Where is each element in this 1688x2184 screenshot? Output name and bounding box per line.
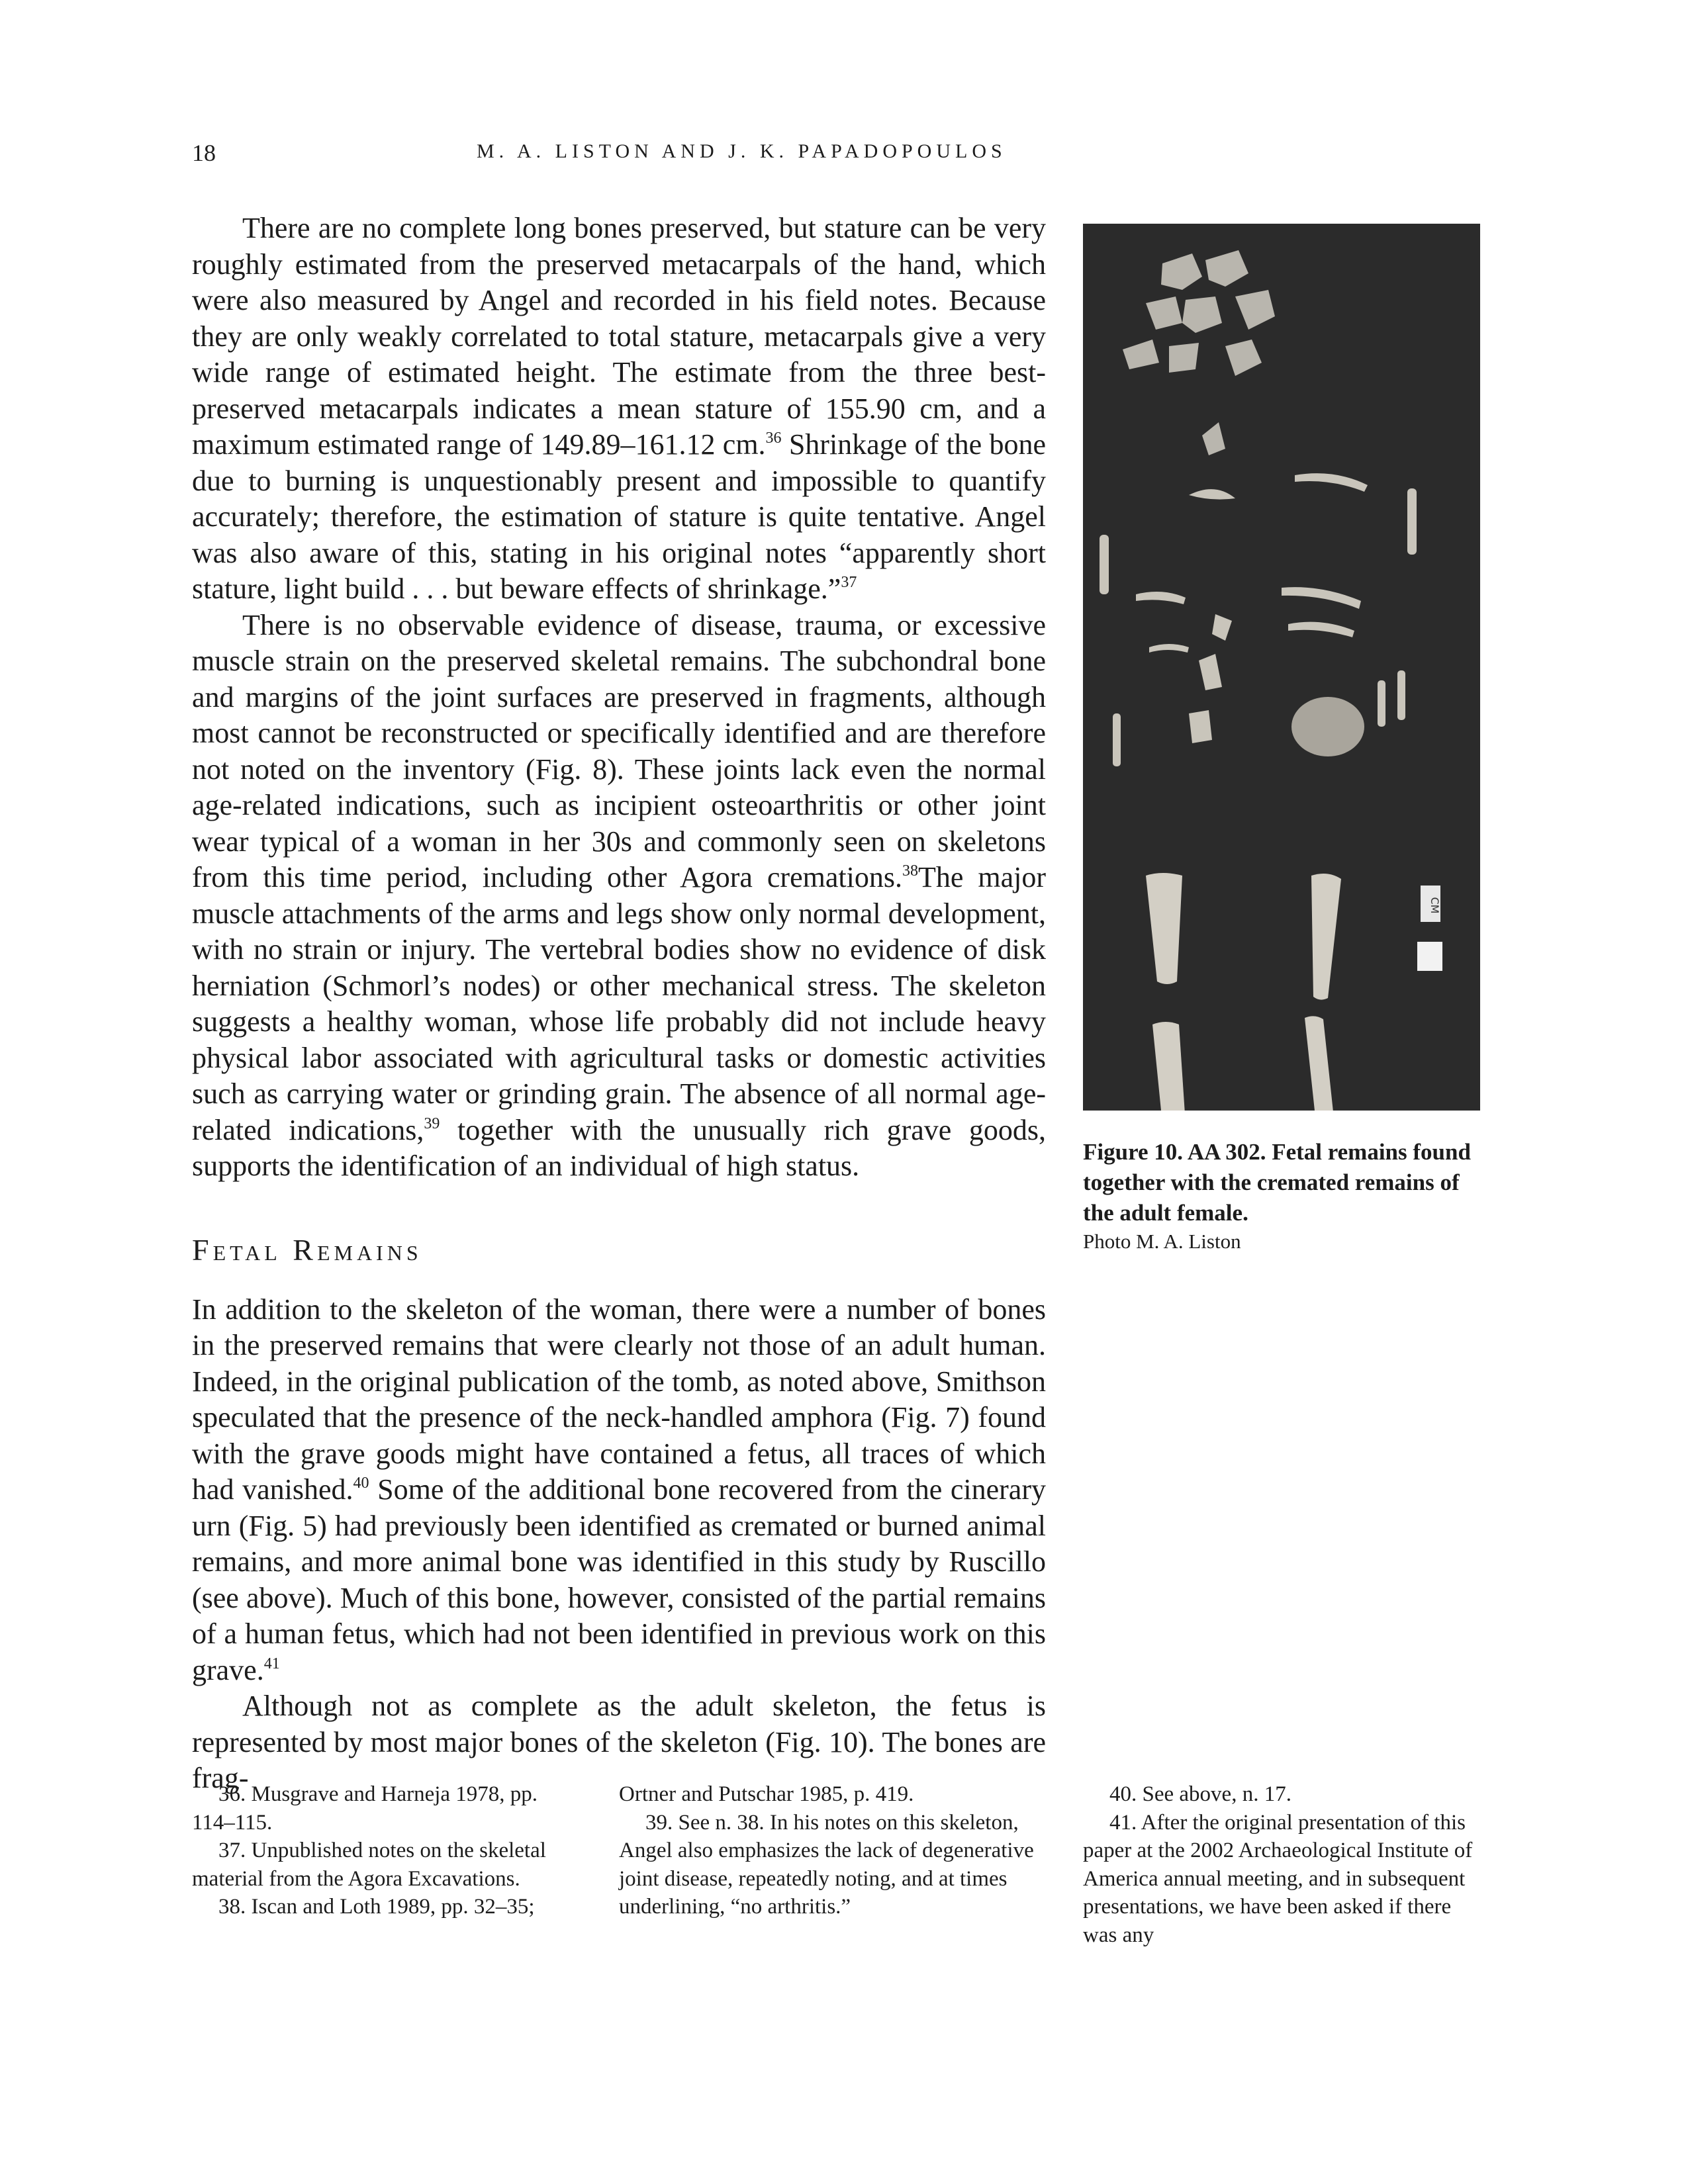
footnote-ref-36[interactable]: 36 [765,430,782,447]
footnote-ref-37[interactable]: 37 [841,574,857,591]
paragraph-health [192,608,1046,1185]
scale-label: CM [1429,897,1441,914]
footnote-37: 37. Unpublished notes on the skeletal material from the Agora Excavations. [192,1839,546,1891]
caption-title: Figure 10. AA 302. Fetal remains found together with the cremated remains of the adult female. [1083,1139,1471,1226]
footnotes-column-2 [619,1780,1043,1921]
footnote-40: 40. See above, n. 17. [1109,1782,1291,1806]
figure-10-photo [1083,224,1480,1111]
footnotes-column-1 [192,1780,569,1921]
paragraph-fetal-intro-text: In addition to the skeleton of the woman, there were a number of bones in the preserved remains that were clearly not those of an adult human. Indeed, in the original publication of the tomb, as noted above, Smithson speculated that the presence of the neck-handled amphora (Fig. 7) found with the grave goods might have contained a fetus, all traces of which had vanished. [192,1293,1046,1506]
figure-10-caption [1083,1137,1480,1255]
paragraph-fetal-bones: Although not as complete as the adult skeleton, the fetus is represented by most major bones of the skeleton (Fig. 10). The bones are frag- [192,1690,1046,1794]
paragraph-fetal-intro [192,1292,1046,1689]
footnote-ref-41[interactable]: 41 [263,1655,280,1672]
footnote-39: 39. See n. 38. In his notes on this skeleton, Angel also emphasizes the lack of degenerative joint disease, repeatedly noting, and at times underlining, “no arthritis.” [619,1810,1034,1919]
paragraph-fetal-intro-text-cont: Some of the additional bone recovered from the cinerary urn (Fig. 5) had previously been identified as cremated or burned animal remains, and more animal bone was identified in this study by Ruscillo (see above). Much of this bone, however, consisted of the partial remains of a human fetus, which had not been identified in previous work on this grave. [192,1473,1046,1686]
fetal-bones-image [1083,224,1480,1111]
footnote-ref-40[interactable]: 40 [353,1475,369,1492]
page-number: 18 [192,140,216,166]
footnote-ref-38[interactable]: 38 [902,862,918,880]
section-heading-fetal-remains: Fetal Remains [192,1232,422,1267]
footnotes-column-3 [1083,1780,1480,1949]
running-head: M. A. LISTON AND J. K. PAPADOPOULOS [477,140,1007,162]
paragraph-health-text-end: together with the unusually rich grave goods, supports the identification of an individual of high status. [192,1113,1046,1182]
paragraph-stature [192,210,1046,608]
footnote-41: 41. After the original presentation of this paper at the 2002 Archaeological Institute of America annual meeting, and in subsequent presentations, we have been asked if there was any [1083,1810,1473,1947]
caption-credit: Photo M. A. Liston [1083,1230,1241,1253]
footnote-36: 36. Musgrave and Harneja 1978, pp. 114–115. [192,1782,538,1835]
footnote-38: 38. Iscan and Loth 1989, pp. 32–35; [218,1895,535,1919]
footnote-38-cont: Ortner and Putschar 1985, p. 419. [619,1782,914,1806]
paragraph-stature-text: There are no complete long bones preserved, but stature can be very roughly estimated from the preserved metacarpals of the hand, which were also measured by Angel and recorded in his field notes. Because they are only weakly correlated to total stature, metacarpals give a very wide range of estimated height. The estimate from the three best-preserved metacarpals indicates a mean stature of 155.90 cm, and a maximum estimated range of 149.89–161.12 cm. [192,212,1046,461]
main-text-column [192,210,1046,1797]
paragraph-health-text-cont: The major muscle attachments of the arms and legs show only normal development, with no strain or injury. The vertebral bodies show no evidence of disk herniation (Schmorl’s nodes) or other mechanical stress. The skeleton suggests a healthy woman, whose life probably did not include heavy physical labor associated with agricultural tasks or domestic activities such as carrying water or grinding grain. The absence of all normal age-related indications, [192,861,1046,1146]
footnote-ref-39[interactable]: 39 [424,1115,440,1132]
paragraph-stature-text-cont: Shrinkage of the bone due to burning is unquestionably present and impossible to quantify accurately; therefore, the estimation of stature is quite tentative. Angel was also aware of this, stating in his original notes “apparently short stature, light build . . . but beware effects of shrinkage.” [192,428,1046,605]
paragraph-health-text: There is no observable evidence of disease, trauma, or excessive muscle strain on the preserved skeletal remains. The subchondral bone and margins of the joint surfaces are preserved in fragments, although most cannot be reconstructed or specifically identified and are therefore not noted on the inventory (Fig. 8). These joints lack even the normal age-related indications, such as incipient osteoarthritis or other joint wear typical of a woman in her 30s and commonly seen on skeletons from this time period, including other Agora cremations. [192,608,1046,893]
